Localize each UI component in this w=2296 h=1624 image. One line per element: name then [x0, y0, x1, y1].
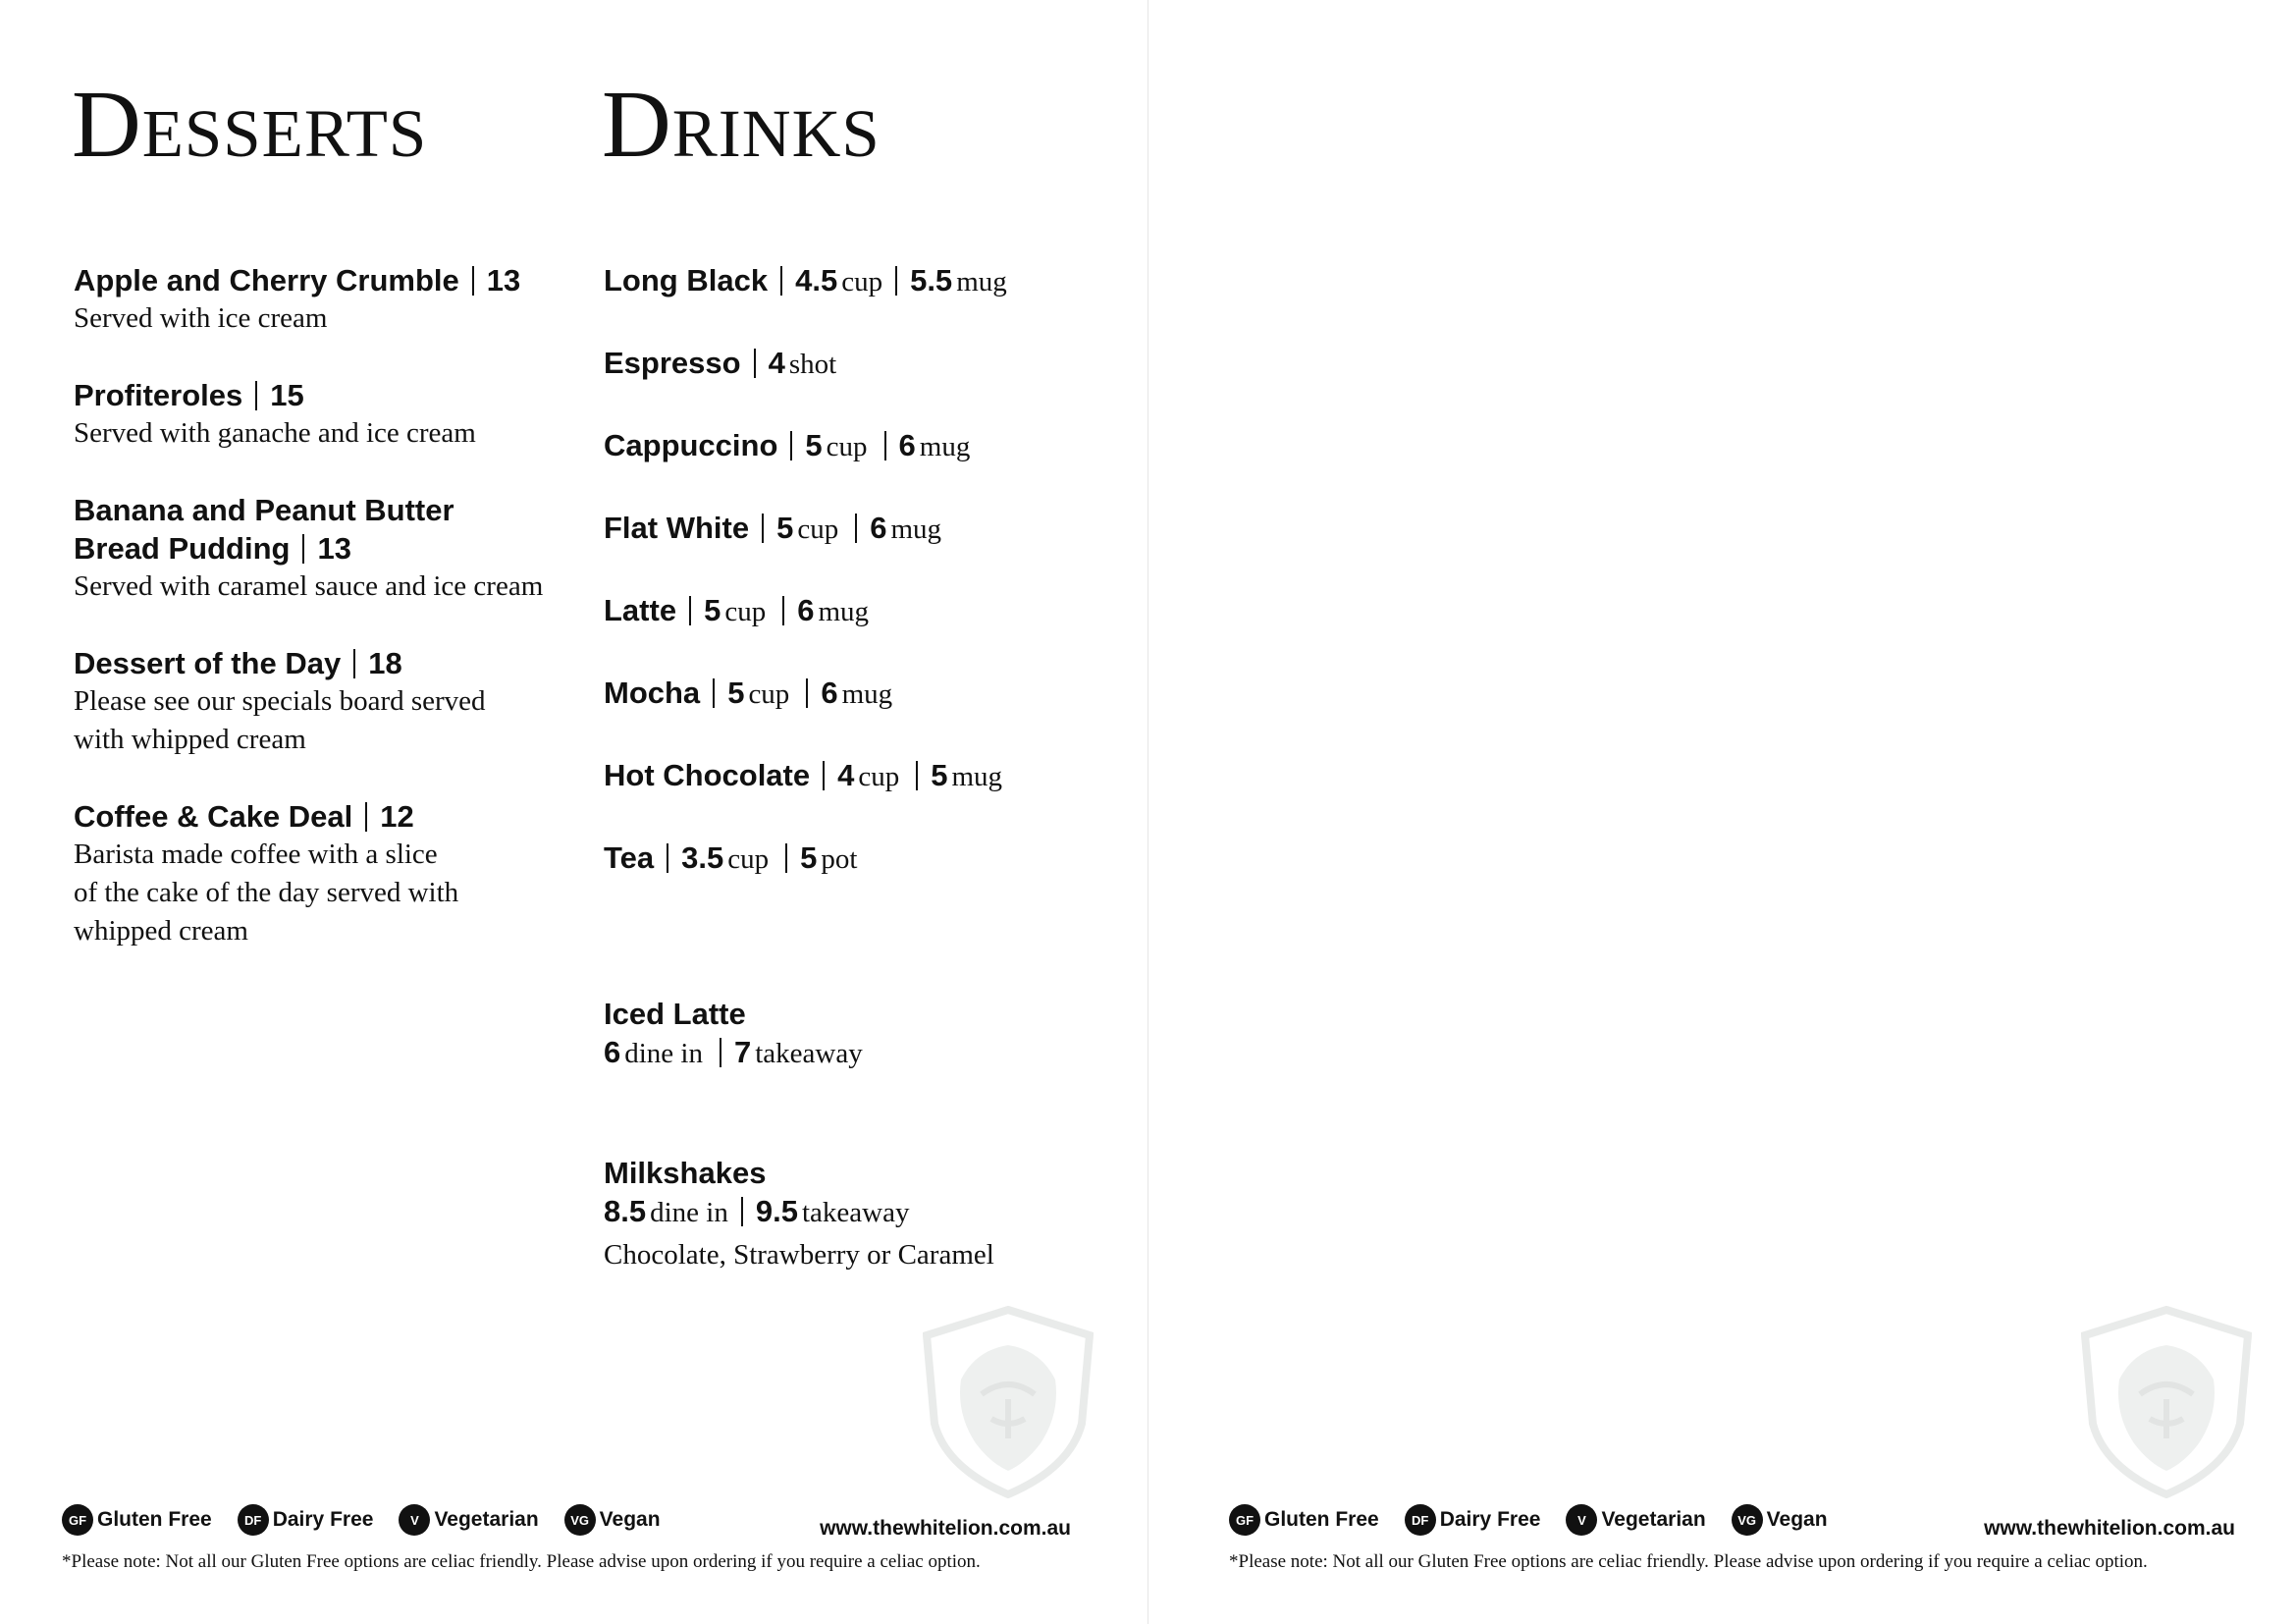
- drink-price: 9.5: [755, 1194, 798, 1228]
- separator: [472, 266, 474, 296]
- dessert-name-cont: Bread Pudding: [74, 531, 291, 566]
- dessert-name: Apple and Cherry Crumble: [74, 263, 459, 298]
- dessert-item: [74, 491, 564, 606]
- dessert-description: Served with caramel sauce and ice cream: [74, 570, 544, 602]
- separator: [667, 843, 668, 873]
- drink-unit: cup: [797, 514, 839, 545]
- legend-item: [1229, 1504, 1379, 1536]
- dessert-price: 13: [317, 531, 351, 566]
- separator: [302, 534, 304, 564]
- dessert-description: with whipped cream: [74, 724, 306, 755]
- drink-unit: cup: [841, 266, 883, 298]
- legend-label: Vegan: [1766, 1508, 1828, 1531]
- drink-description: Chocolate, Strawberry or Caramel: [604, 1239, 994, 1271]
- drink-item: [604, 344, 1114, 388]
- separator: [762, 514, 764, 543]
- drink-unit: cup: [727, 843, 770, 875]
- dessert-name: Coffee & Cake Deal: [74, 799, 353, 834]
- drink-name: Long Black: [604, 263, 769, 298]
- drink-name: Latte: [604, 593, 677, 627]
- dessert-item: [74, 261, 564, 338]
- separator: [720, 1038, 721, 1067]
- website-link[interactable]: www.thewhitelion.com.au: [1984, 1517, 2235, 1540]
- separator: [365, 802, 367, 832]
- vegan-badge-icon: VG: [564, 1504, 596, 1536]
- drink-unit: mug: [919, 431, 971, 462]
- drink-unit: cup: [826, 431, 868, 462]
- gluten-free-badge-icon: GF: [1229, 1504, 1260, 1536]
- dessert-description: Served with ganache and ice cream: [74, 417, 476, 449]
- drink-item: [604, 674, 1114, 718]
- drink-unit: dine in: [650, 1197, 728, 1228]
- lion-shield-logo-icon: [923, 1306, 1094, 1498]
- drink-unit: cup: [724, 596, 767, 627]
- drink-unit: takeaway: [801, 1197, 910, 1228]
- drink-unit: pot: [821, 843, 858, 875]
- separator: [806, 678, 808, 708]
- drink-price: 4: [837, 758, 855, 792]
- drink-item: [604, 426, 1114, 470]
- drink-price: 6: [898, 428, 916, 462]
- drink-price: 5: [800, 840, 818, 875]
- separator: [754, 349, 756, 378]
- dessert-description: Barista made coffee with a slice: [74, 839, 438, 870]
- iced-latte-item: [604, 995, 1114, 1077]
- drink-unit: mug: [956, 266, 1007, 298]
- legend-label: Vegetarian: [1601, 1508, 1706, 1531]
- drink-name: Flat White: [604, 511, 750, 545]
- separator: [255, 381, 257, 410]
- dessert-price: 15: [270, 378, 304, 412]
- dessert-name: Banana and Peanut Butter: [74, 493, 454, 527]
- drink-price: 5: [727, 676, 745, 710]
- dessert-description: whipped cream: [74, 915, 248, 947]
- legend-item: [62, 1504, 212, 1536]
- separator: [689, 596, 691, 625]
- separator: [790, 431, 792, 460]
- drink-price: 5: [931, 758, 948, 792]
- separator: [884, 431, 886, 460]
- legend-item: [238, 1504, 374, 1536]
- drink-price: 5.5: [910, 263, 953, 298]
- dessert-item: [74, 797, 564, 950]
- drink-price: 5: [805, 428, 823, 462]
- separator: [916, 761, 918, 790]
- drink-name: Tea: [604, 840, 655, 875]
- drink-item: [604, 509, 1114, 553]
- legend-label: Dairy Free: [1439, 1508, 1541, 1531]
- drink-item: [604, 261, 1114, 305]
- dessert-price: 12: [380, 799, 414, 834]
- legend-label: Vegan: [599, 1508, 661, 1531]
- drink-unit: mug: [841, 678, 893, 710]
- vegan-badge-icon: VG: [1732, 1504, 1763, 1536]
- drink-price: 6: [870, 511, 887, 545]
- legend-label: Vegetarian: [434, 1508, 539, 1531]
- drink-item: [604, 839, 1114, 883]
- dessert-description: Served with ice cream: [74, 302, 328, 334]
- dessert-price: 18: [368, 646, 402, 680]
- separator: [823, 761, 825, 790]
- drink-unit: shot: [788, 349, 837, 380]
- desserts-list: [74, 261, 564, 950]
- dessert-description: Please see our specials board served: [74, 685, 486, 717]
- drink-item: [604, 591, 1114, 635]
- legend-item: [1566, 1504, 1705, 1536]
- drink-name: Cappuccino: [604, 428, 778, 462]
- website-link[interactable]: www.thewhitelion.com.au: [820, 1517, 1071, 1540]
- dietary-legend: [62, 1504, 672, 1536]
- legend-label: Gluten Free: [1264, 1508, 1379, 1531]
- menu-page-right: [1148, 0, 2296, 1624]
- milkshakes-item: [604, 1154, 1114, 1274]
- drink-unit: dine in: [624, 1038, 703, 1069]
- drink-unit: mug: [818, 596, 870, 627]
- separator: [782, 596, 784, 625]
- vegetarian-badge-icon: V: [399, 1504, 430, 1536]
- drink-price: 8.5: [604, 1194, 647, 1228]
- dietary-legend: [1229, 1504, 1840, 1536]
- separator: [713, 678, 715, 708]
- drink-unit: takeaway: [755, 1038, 863, 1069]
- legend-item: [564, 1504, 661, 1536]
- legend-label: Dairy Free: [272, 1508, 374, 1531]
- lion-shield-logo-icon: [2081, 1306, 2252, 1498]
- celiac-note: *Please note: Not all our Gluten Free options are celiac friendly. Please advise upon ordering if you require a celiac option.: [1229, 1551, 2148, 1572]
- drinks-list: [604, 261, 1114, 1274]
- drink-unit: cup: [858, 761, 900, 792]
- dairy-free-badge-icon: DF: [238, 1504, 269, 1536]
- drink-price: 4.5: [795, 263, 838, 298]
- desserts-heading: Desserts: [72, 72, 428, 178]
- drink-price: 5: [704, 593, 721, 627]
- legend-item: [1732, 1504, 1828, 1536]
- drink-unit: mug: [890, 514, 942, 545]
- legend-label: Gluten Free: [97, 1508, 212, 1531]
- separator: [353, 649, 355, 678]
- separator: [895, 266, 897, 296]
- legend-item: [399, 1504, 538, 1536]
- drink-price: 6: [604, 1035, 621, 1069]
- drink-price: 5: [776, 511, 794, 545]
- drink-name: Hot Chocolate: [604, 758, 811, 792]
- vegetarian-badge-icon: V: [1566, 1504, 1597, 1536]
- separator: [855, 514, 857, 543]
- drink-unit: cup: [748, 678, 790, 710]
- separator: [741, 1197, 743, 1226]
- gluten-free-badge-icon: GF: [62, 1504, 93, 1536]
- drink-unit: mug: [951, 761, 1003, 792]
- drink-price: 6: [821, 676, 838, 710]
- legend-item: [1405, 1504, 1541, 1536]
- drink-price: 4: [768, 346, 785, 380]
- celiac-note: *Please note: Not all our Gluten Free options are celiac friendly. Please advise upon ordering if you require a celiac option.: [62, 1551, 981, 1572]
- separator: [785, 843, 787, 873]
- drink-name: Mocha: [604, 676, 701, 710]
- dessert-item: [74, 376, 564, 453]
- drink-name: Iced Latte: [604, 997, 746, 1031]
- dessert-item: [74, 644, 564, 759]
- drink-name: Espresso: [604, 346, 741, 380]
- dessert-name: Profiteroles: [74, 378, 243, 412]
- drink-price: 3.5: [681, 840, 724, 875]
- dairy-free-badge-icon: DF: [1405, 1504, 1436, 1536]
- drinks-heading: Drinks: [602, 72, 881, 178]
- dessert-description: of the cake of the day served with: [74, 877, 459, 908]
- dessert-name: Dessert of the Day: [74, 646, 342, 680]
- separator: [780, 266, 782, 296]
- drink-name: Milkshakes: [604, 1156, 767, 1190]
- dessert-price: 13: [486, 263, 521, 298]
- drink-price: 7: [734, 1035, 752, 1069]
- drink-item: [604, 756, 1114, 800]
- drink-price: 6: [797, 593, 815, 627]
